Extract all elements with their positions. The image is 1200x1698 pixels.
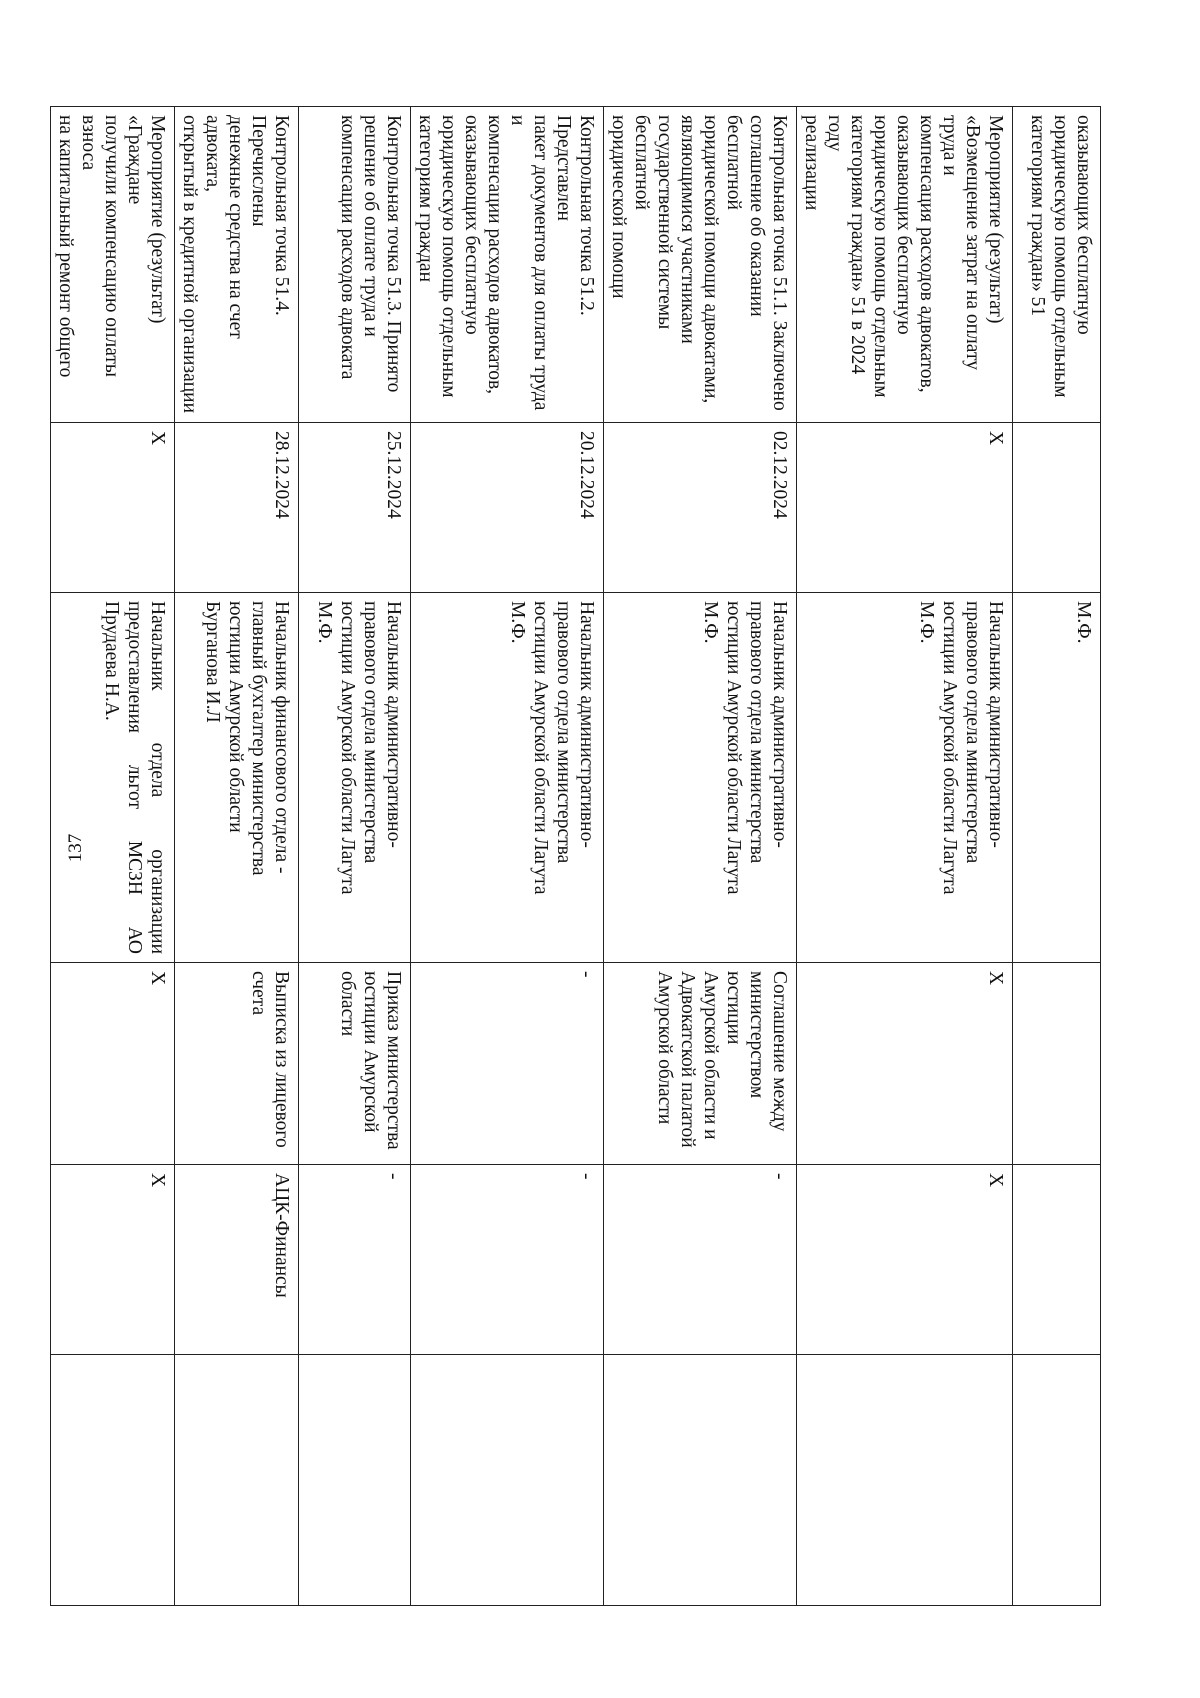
document-cell: Выписка из лицевого счета xyxy=(175,963,299,1165)
document-cell xyxy=(1013,963,1101,1165)
document-cell: X xyxy=(51,963,175,1165)
table-row xyxy=(411,107,604,1606)
system-cell: - xyxy=(411,1165,604,1355)
empty-cell xyxy=(604,1355,797,1606)
table-row xyxy=(299,107,411,1606)
empty-cell xyxy=(411,1355,604,1606)
system-cell: - xyxy=(604,1165,797,1355)
table-row xyxy=(604,107,797,1606)
empty-cell xyxy=(299,1355,411,1606)
responsible-cell: Начальник административно- правового отдела министерства юстиции Амурской области Лагута М.Ф. xyxy=(604,593,797,963)
date-cell xyxy=(1013,423,1101,593)
event-cell: Мероприятие (результат) «Граждане получили компенсацию оплаты взноса на капитальный ремонт общего xyxy=(51,107,175,423)
responsible-cell: Начальник административно- правового отдела министерства юстиции Амурской области Лагута М.Ф. xyxy=(299,593,411,963)
table-row xyxy=(175,107,299,1606)
event-cell: Контрольная точка 51.4. Перечислены денежные средства на счет адвоката, открытый в кредитной организации xyxy=(175,107,299,423)
table-row xyxy=(797,107,1013,1606)
page-number: 137 xyxy=(65,833,86,863)
event-cell: Мероприятие (результат) «Возмещение затрат на оплату труда и компенсация расходов адвокатов, оказывающих бесплатную юридическую помощь отдельным категориям граждан» 51 в 2024 году реализации xyxy=(797,107,1013,423)
date-cell: X xyxy=(797,423,1013,593)
system-cell: АЦК-Финансы xyxy=(175,1165,299,1355)
document-cell: Соглашение между министерством юстиции Амурской области и Адвокатской палатой Амурской области xyxy=(604,963,797,1165)
event-cell: оказывающих бесплатную юридическую помощь отдельным категориям граждан» 51 xyxy=(1013,107,1101,423)
responsible-cell: М.Ф. xyxy=(1013,593,1101,963)
empty-cell xyxy=(797,1355,1013,1606)
date-cell: 28.12.2024 xyxy=(175,423,299,593)
responsible-cell: Начальник административно- правового отдела министерства юстиции Амурской области Лагута М.Ф. xyxy=(797,593,1013,963)
empty-cell xyxy=(51,1355,175,1606)
empty-cell xyxy=(1013,1355,1101,1606)
responsible-cell: Начальник отдела организации предоставления льгот МСЗН АО Прудаева Н.А. xyxy=(51,593,175,963)
control-points-table xyxy=(50,106,1101,1606)
responsible-cell: Начальник административно- правового отдела министерства юстиции Амурской области Лагута М.Ф. xyxy=(411,593,604,963)
document-cell: - xyxy=(411,963,604,1165)
date-cell: X xyxy=(51,423,175,593)
event-cell: Контрольная точка 51.2. Представлен пакет документов для оплаты труда и компенсации расходов адвокатов, оказывающих бесплатную юридическую помощь отдельным категориям граждан xyxy=(411,107,604,423)
system-cell xyxy=(1013,1165,1101,1355)
system-cell: - xyxy=(299,1165,411,1355)
event-cell: Контрольная точка 51.1. Заключено соглашение об оказании бесплатной юридической помощи адвокатами, являющимися участниками государственной системы бесплатной юридической помощи xyxy=(604,107,797,423)
document-cell: X xyxy=(797,963,1013,1165)
system-cell: X xyxy=(797,1165,1013,1355)
event-cell: Контрольная точка 51.3. Принято решение об оплате труда и компенсации расходов адвоката xyxy=(299,107,411,423)
date-cell: 02.12.2024 xyxy=(604,423,797,593)
date-cell: 20.12.2024 xyxy=(411,423,604,593)
document-cell: Приказ министерства юстиции Амурской области xyxy=(299,963,411,1165)
empty-cell xyxy=(175,1355,299,1606)
table-row xyxy=(1013,107,1101,1606)
responsible-cell: Начальник финансового отдела - главный бухгалтер министерства юстиции Амурской области Бурганова И.Л xyxy=(175,593,299,963)
date-cell: 25.12.2024 xyxy=(299,423,411,593)
system-cell: X xyxy=(51,1165,175,1355)
table-row xyxy=(51,107,175,1606)
